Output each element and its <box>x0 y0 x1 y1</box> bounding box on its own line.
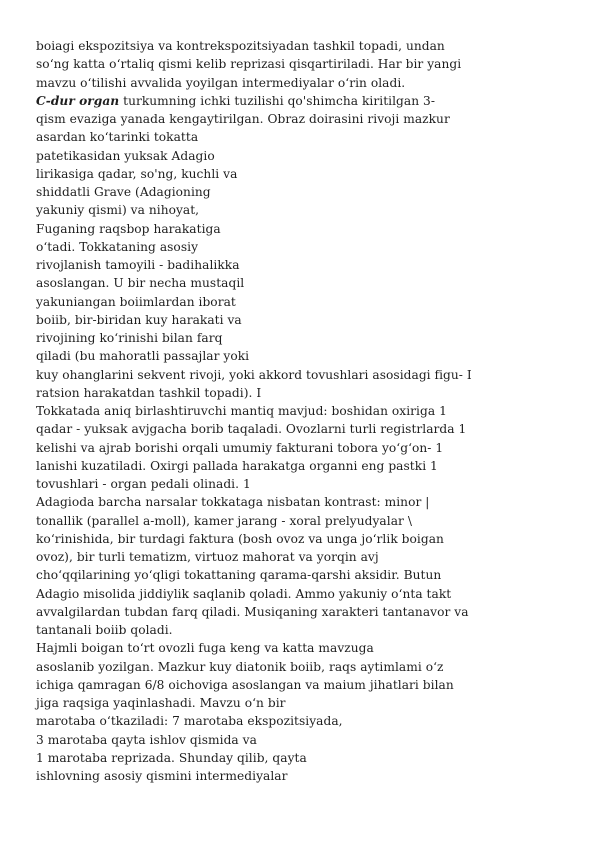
text-line: rivojlanish tamoyili - badihalikka <box>36 258 240 272</box>
text-line: so‘ng katta o‘rtaliq qismi kelib reprizasi qisqartiriladi. Har bir yangi <box>36 57 462 72</box>
text-line: qism evaziga yanada kengaytirilgan. Obraz doirasini rivoji mazkur <box>36 112 450 126</box>
text-line: Adagio misolida jiddiylik saqlanib qoladi. Ammo yakuniy o‘nta takt <box>36 586 452 601</box>
text-line: ishlovning asosiy qismini intermediyalar <box>36 769 288 783</box>
text-line: Tokkatada aniq birlashtiruvchi mantiq mavjud: boshidan oxiriga 1 <box>36 404 447 418</box>
text-line: kuy ohanglarini sekvent rivoji, yoki akkord tovushlari asosidagi figu- I <box>36 367 472 382</box>
text-line: shiddatli Grave (Adagioning <box>36 185 211 199</box>
text-line: boiagi ekspozitsiya va kontrekspozitsiyadan tashkil topadi, undan <box>36 39 445 53</box>
text-line: yakuniangan boiimlardan iborat <box>36 294 236 309</box>
text-line: Adagioda barcha narsalar tokkataga nisbatan kontrast: minor | <box>36 495 430 510</box>
text-line: o‘tadi. Tokkataning asosiy <box>36 239 199 254</box>
text-line: asardan ko‘tarinki tokatta <box>36 130 199 145</box>
text-line: mavzu o‘tilishi avvalida yoyilgan intermediyalar o‘rin oladi. <box>36 75 406 90</box>
text-line: avvalgilardan tubdan farq qiladi. Musiqaning xarakteri tantanavor va <box>36 604 469 619</box>
text-line: ovoz), bir turli tematizm, virtuoz mahorat va yorqin avj <box>36 550 379 564</box>
text-line: qadar - yuksak avjgacha borib taqaladi. Ovozlarni turli registrlarda 1 <box>36 422 467 437</box>
text-line: marotaba o‘tkaziladi: 7 marotaba ekspozitsiyada, <box>36 714 343 729</box>
text-line: Hajmli boigan to‘rt ovozli fuga keng va katta mavzuga <box>36 641 374 656</box>
text-line: cho‘qqilarining yo‘qligi tokattaning qarama-qarshi aksidir. Butun <box>36 568 442 583</box>
text-line: boiib, bir-biridan kuy harakati va <box>36 312 242 327</box>
body-text <box>36 37 472 785</box>
text-line: kelishi va ajrab borishi orqali umumiy fakturani tobora yo‘g‘on- 1 <box>36 440 444 455</box>
text-line-with-term <box>36 92 472 110</box>
text-line: ratsion harakatdan tashkil topadi). I <box>36 385 262 400</box>
text-line: ichiga qamragan 6/8 oichoviga asoslangan va maium jihatlari bilan <box>36 677 454 692</box>
text-line: rivojining ko‘rinishi bilan farq <box>36 331 223 345</box>
text-line: tonallik (parallel a-moll), kamer jarang - xoral prelyudyalar \ <box>36 513 412 528</box>
text-line: yakuniy qismi) va nihoyat, <box>36 203 200 218</box>
text-line-rest: turkumning ichki tuzilishi qo'shimcha kiritilgan 3- <box>123 93 436 108</box>
text-line: tantanali boiib qoladi. <box>36 623 173 637</box>
text-line: qiladi (bu mahoratli passajlar yoki <box>36 349 250 364</box>
text-line: lanishi kuzatiladi. Oxirgi pallada harakatga organni eng pastki 1 <box>36 458 438 473</box>
text-line: 1 marotaba reprizada. Shunday qilib, qayta <box>36 750 307 765</box>
text-line: asoslanib yozilgan. Mazkur kuy diatonik boiib, raqs aytimlami o‘z <box>36 659 444 674</box>
text-line: Fuganing raqsbop harakatiga <box>36 221 221 236</box>
text-line: jiga raqsiga yaqinlashadi. Mavzu o‘n bir <box>36 696 286 710</box>
text-line: 3 marotaba qayta ishlov qismida va <box>36 732 257 747</box>
text-line: asoslangan. U bir necha mustaqil <box>36 276 245 291</box>
text-line: ko‘rinishida, bir turdagi faktura (bosh ovoz va unga jo‘rlik boigan <box>36 531 444 546</box>
text-line: tovushlari - organ pedali olinadi. 1 <box>36 477 251 491</box>
text-line: patetikasidan yuksak Adagio <box>36 148 215 163</box>
emphasized-term: C-dur organ <box>36 93 120 108</box>
text-line: lirikasiga qadar, so'ng, kuchli va <box>36 166 238 181</box>
